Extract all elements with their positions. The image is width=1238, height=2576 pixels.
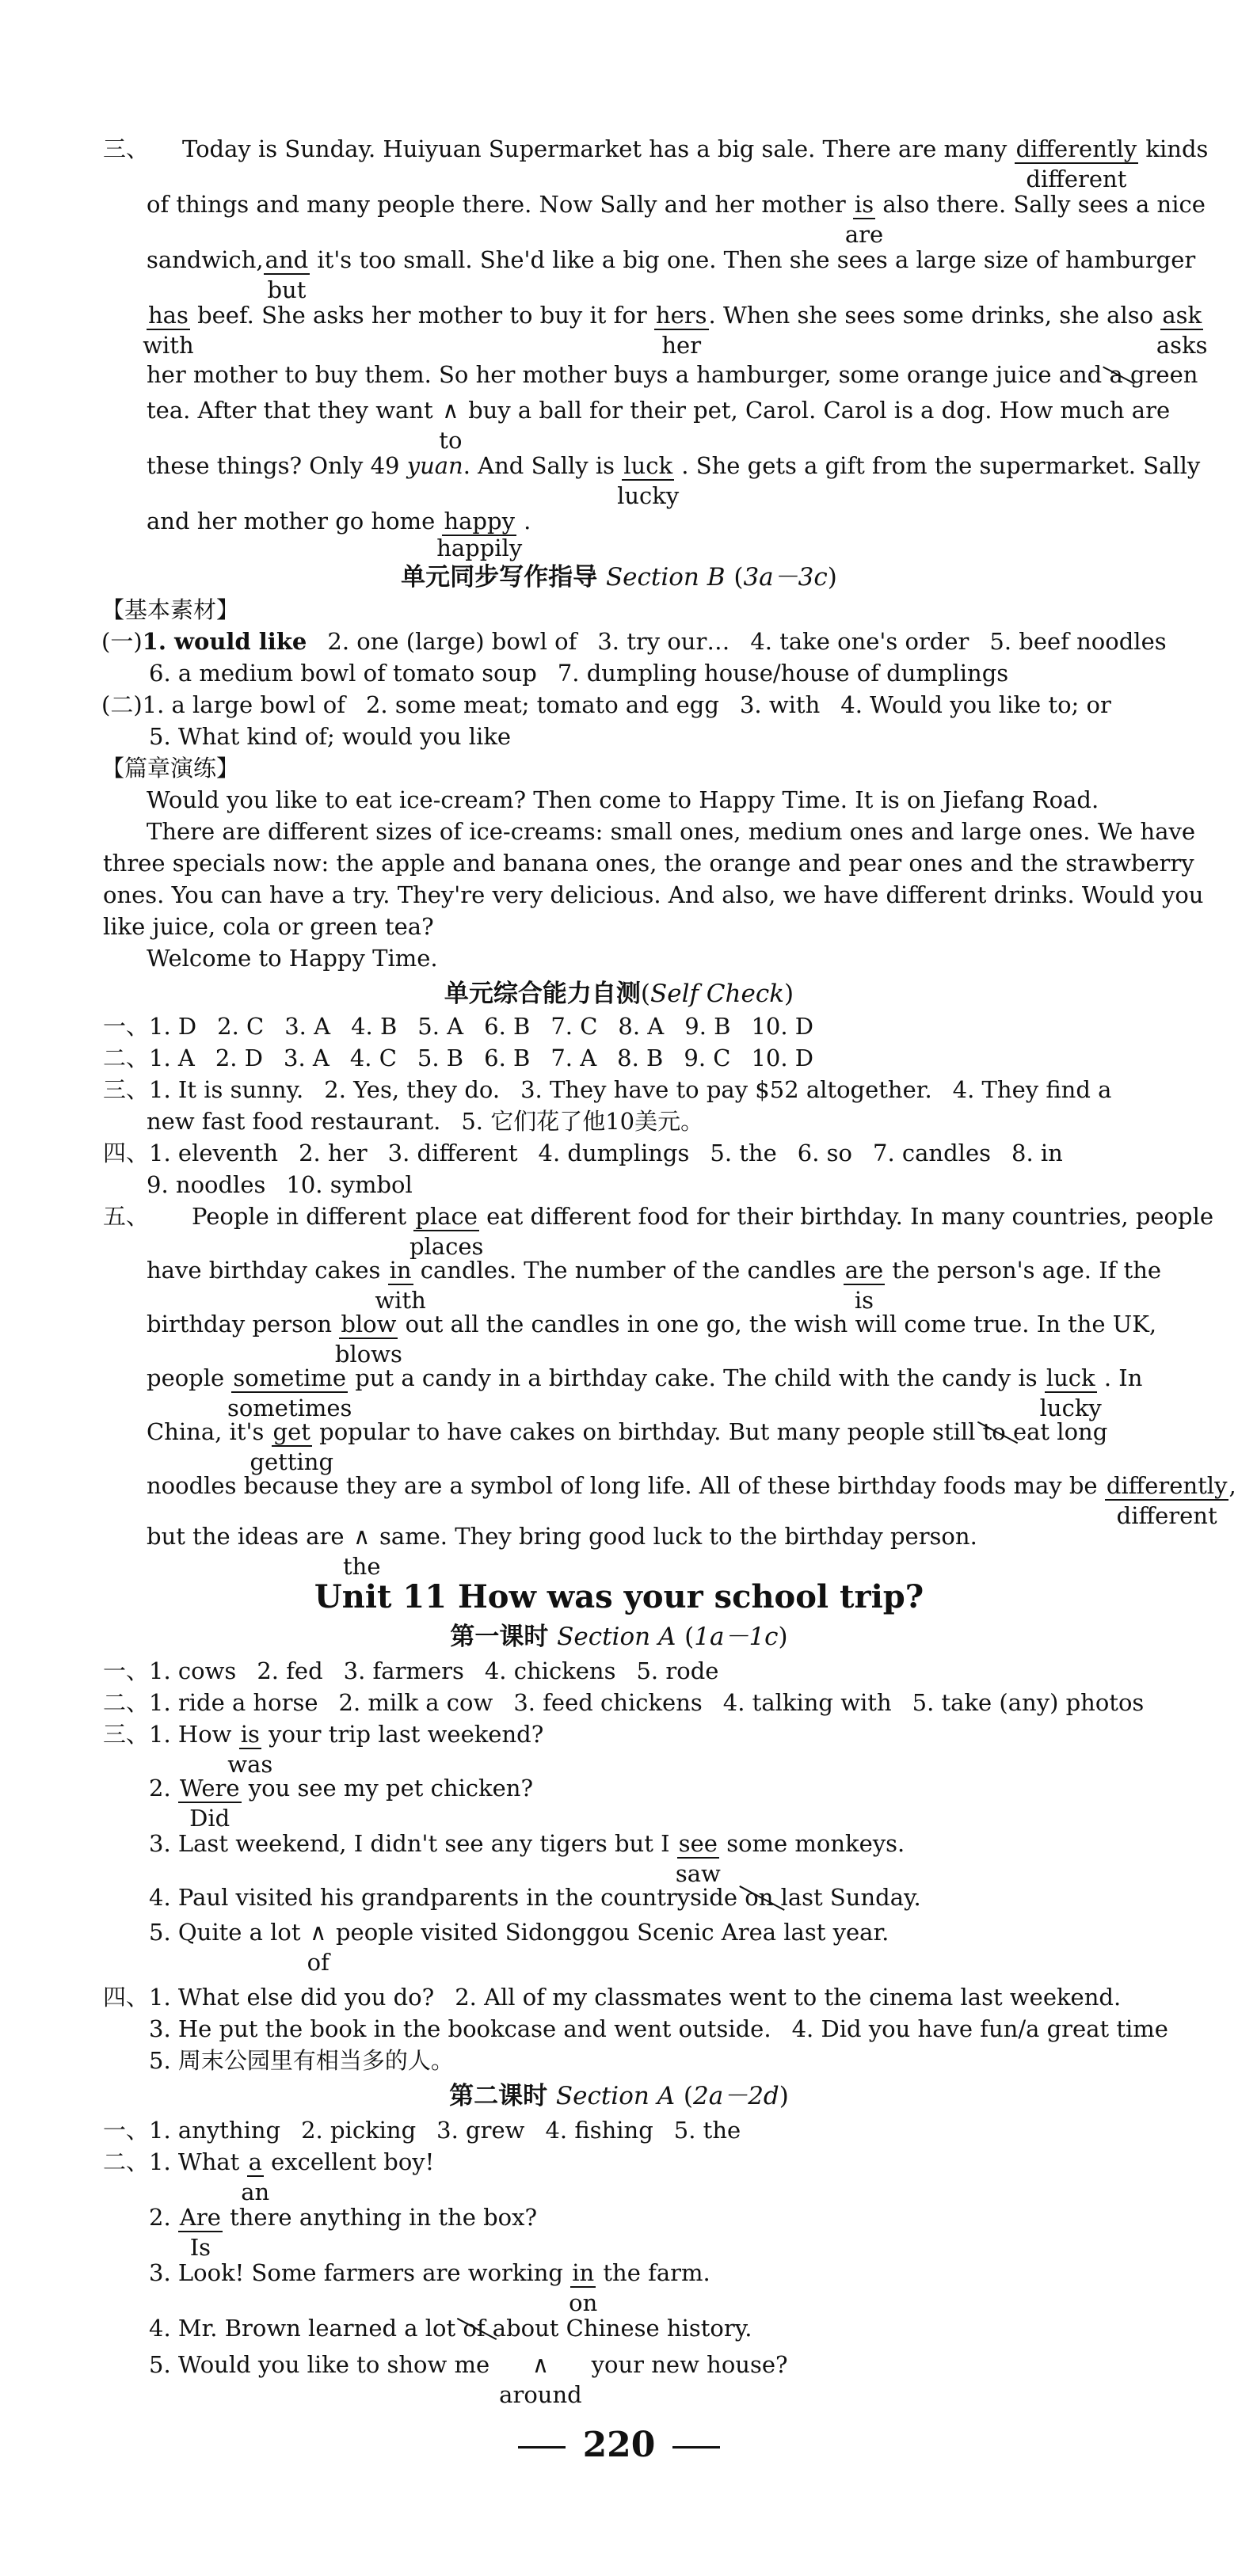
text-item: Were — [179, 1775, 240, 1802]
text-item: differently — [1106, 1472, 1228, 1499]
text-item: 10. D — [751, 1044, 814, 1071]
answer-row — [147, 1170, 1216, 1199]
insertion — [343, 1522, 381, 1580]
heading-text: 单元同步写作指导 — [401, 563, 598, 592]
passage-text: . In — [1103, 1364, 1143, 1391]
passage-text: popular to have cakes on birthday. But many people still — [319, 1418, 983, 1445]
text-item: 3. feed chickens — [513, 1689, 703, 1716]
answer-row — [149, 2314, 1218, 2342]
answer-row — [103, 1139, 1172, 1167]
wrong-word: has — [148, 302, 189, 329]
passage-text: these things? Only 49 — [147, 452, 407, 479]
passage-text: tea. After that they want — [147, 397, 440, 424]
answer-item: 1. would like — [142, 628, 307, 655]
answer-item: 4. take one's order — [750, 628, 969, 655]
inserted-word: to — [439, 427, 463, 454]
text-item: 4. Mr. Brown learned a lot — [149, 2315, 463, 2342]
correction — [569, 2258, 598, 2316]
correction — [375, 1256, 426, 1314]
text-item: an — [241, 2178, 270, 2205]
text-item: your trip last weekend? — [269, 1721, 544, 1748]
row-label: (一) — [101, 628, 143, 655]
text-item: some monkeys. — [726, 1830, 905, 1857]
essay-line: Welcome to Happy Time. — [147, 945, 438, 972]
text-item: new fast food restaurant. — [147, 1108, 441, 1135]
section-label: 【基本素材】 — [101, 596, 240, 623]
passage-text: also there. Sally sees a nice — [882, 191, 1206, 218]
passage-text: it's too small. She'd like a big one. Then she sees a large size of hamburger — [317, 246, 1196, 273]
passage-line — [147, 245, 1196, 303]
essay-line: ones. You can have a try. They're very delicious. And also, we have different drinks. Would you — [103, 881, 1204, 908]
deleted-word: to — [982, 1418, 1006, 1445]
answer-row — [101, 691, 1171, 719]
answer-item: 4. Would you like to; or — [840, 691, 1111, 718]
heading-range: 1a－1c — [694, 1623, 779, 1651]
text-item: 4. B — [351, 1013, 398, 1040]
wrong-word: and — [265, 246, 309, 273]
correction — [227, 1364, 352, 1421]
passage-text: beef. She asks her mother to buy it for — [197, 302, 654, 329]
text-item: 3. grew — [436, 2117, 525, 2144]
text-item: of — [307, 1949, 329, 1976]
text-item: 10. symbol — [286, 1171, 413, 1198]
text-item: 9. C — [684, 1044, 731, 1071]
text-item: there anything in the box? — [230, 2204, 538, 2231]
passage-line — [143, 301, 1208, 359]
passage-text: but the ideas are — [147, 1523, 352, 1550]
row-label: 三、 — [103, 1076, 150, 1103]
wrong-word: luck — [623, 452, 673, 479]
insert-mark — [440, 396, 461, 424]
text-item: 2. fed — [257, 1657, 323, 1684]
text-item: 4. talking with — [722, 1689, 892, 1716]
answer-row — [149, 2203, 1218, 2261]
passage-text: her mother to buy them. So her mother buys a hamburger, some orange juice and — [147, 361, 1110, 388]
passage-text: have birthday cakes — [147, 1257, 388, 1284]
text-item: is — [240, 1721, 260, 1748]
text-item: 3. Look! Some farmers are working — [149, 2259, 571, 2286]
text-item: you see my pet chicken? — [248, 1775, 534, 1802]
answer-row — [103, 1688, 1172, 1717]
deleted-word: of — [463, 2315, 486, 2342]
correction — [844, 190, 884, 248]
answer-item: 1. a large bowl of — [142, 691, 345, 718]
answer-item: 3. try our… — [597, 628, 730, 655]
text-item: 9. B — [684, 1013, 731, 1040]
correction — [250, 1417, 334, 1475]
text-item: blows — [334, 1341, 402, 1368]
passage-text: . When she sees some drinks, she also — [708, 302, 1161, 329]
text-item: 4. fishing — [545, 2117, 653, 2144]
correction — [654, 301, 709, 359]
text-item: 1. eleventh — [149, 1140, 279, 1166]
passage-line — [147, 1471, 1236, 1529]
answer-row — [149, 659, 1218, 687]
heading-text: 第一课时 — [450, 1623, 549, 1651]
correction — [178, 2203, 223, 2261]
answer-row — [103, 1657, 1172, 1685]
text-item: last Sunday. — [780, 1884, 921, 1911]
passage-text: people — [147, 1364, 232, 1391]
correction — [227, 1720, 273, 1778]
insertion — [439, 396, 463, 454]
essay-line: like juice, cola or green tea? — [103, 913, 434, 940]
passage-text: People in different — [192, 1203, 414, 1230]
answer-row — [101, 627, 1171, 656]
passage-text: eat different food for their birthday. In many countries, people — [486, 1203, 1214, 1230]
passage-line — [103, 135, 1209, 192]
text-item: the — [343, 1553, 381, 1580]
text-item: 5. Quite a lot — [149, 1919, 308, 1946]
wrong-word: hers — [655, 302, 707, 329]
text-item: 2. milk a cow — [338, 1689, 493, 1716]
row-label: 一、 — [103, 2117, 150, 2144]
answer-row — [103, 1044, 1172, 1072]
heading-section: Section A — [557, 1623, 676, 1651]
heading-text: 单元综合能力自测 — [444, 980, 641, 1008]
passage-text: green — [1129, 361, 1198, 388]
text-item: 3. They have to pay $52 altogether. — [520, 1076, 932, 1103]
corrected-word: with — [143, 332, 194, 359]
correction — [675, 1829, 721, 1887]
text-item: different — [1116, 1502, 1217, 1529]
text-item: 5. take (any) photos — [912, 1689, 1145, 1716]
correction — [241, 2148, 270, 2205]
correction — [409, 1202, 484, 1260]
text-item: 2. her — [299, 1140, 368, 1166]
text-item: 7. C — [550, 1013, 598, 1040]
passage-line — [147, 360, 1198, 389]
correction — [1015, 135, 1139, 192]
passage-text: candles. The number of the candles — [420, 1257, 844, 1284]
text-item: 5. A — [417, 1013, 464, 1040]
wrong-word: differently — [1015, 135, 1137, 162]
text-item: the farm. — [603, 2259, 710, 2286]
text-item: 5. B — [417, 1044, 464, 1071]
text-item: 10. D — [751, 1013, 814, 1040]
text-item: 2. D — [215, 1044, 263, 1071]
text-item: 4. Paul visited his grandparents in the countryside — [149, 1884, 745, 1911]
passage-text: eat long — [1012, 1418, 1108, 1445]
answer-row — [149, 2350, 1218, 2408]
correction — [436, 507, 523, 561]
text-item: excellent boy! — [271, 2148, 435, 2175]
text-item: is — [854, 1287, 874, 1314]
heading-range: 3a－3c — [743, 563, 828, 592]
text-item: 5. the — [673, 2117, 741, 2144]
heading-section: Section B — [605, 563, 726, 592]
passage-line — [147, 507, 1176, 561]
lesson2-heading: 第二课时 Section A (2a－2d) — [449, 2082, 789, 2110]
row-label: 二、 — [103, 1044, 150, 1071]
passage-text: put a candy in a birthday cake. The child with the candy is — [355, 1364, 1045, 1391]
text-item: 5. rode — [636, 1657, 719, 1684]
text-item: sometime — [233, 1364, 346, 1391]
row-label: (二) — [101, 691, 143, 718]
text-item: 1. ride a horse — [149, 1689, 318, 1716]
answer-item: 7. dumpling house/house of dumplings — [557, 660, 1009, 687]
corrected-word: her — [661, 332, 702, 359]
passage-line — [147, 1256, 1176, 1314]
passage-text: . She gets a gift from the supermarket. Sally — [681, 452, 1201, 479]
yuan-word: yuan — [406, 452, 463, 479]
text-item: 1. What else did you do? — [149, 1984, 435, 2011]
answer-row — [149, 1829, 1218, 1887]
text-item: 1. anything — [149, 2117, 281, 2144]
text-item: 4. chickens — [484, 1657, 616, 1684]
self-check-heading: 单元综合能力自测(Self Check) — [444, 980, 794, 1008]
text-item: around — [499, 2381, 582, 2408]
answer-item: 2. some meat; tomato and egg — [365, 691, 719, 718]
passage-text: of things and many people there. Now Sally and her mother — [147, 191, 853, 218]
passage-text: same. They bring good luck to the birthday person. — [379, 1523, 977, 1550]
text-item: lucky — [1039, 1395, 1102, 1421]
page-number — [0, 2423, 1238, 2467]
text-item: your new house? — [591, 2351, 788, 2378]
correction — [143, 301, 194, 359]
text-item: 8. B — [617, 1044, 664, 1071]
text-item: 6. B — [484, 1013, 531, 1040]
text-item: 2. — [149, 2204, 171, 2231]
correction — [1105, 1471, 1229, 1529]
page-number-text: 220 — [582, 2425, 656, 2465]
text-item: What — [177, 2148, 247, 2175]
row-label: 一、 — [103, 1657, 150, 1684]
text-item: place — [415, 1203, 478, 1230]
answer-item: 2. one (large) bowl of — [327, 628, 577, 655]
text-item: 2. — [149, 1775, 171, 1802]
insertion — [307, 1918, 329, 1976]
text-item: 3. farmers — [343, 1657, 464, 1684]
passage-line — [103, 1202, 1214, 1260]
deleted-word: a — [1109, 361, 1123, 388]
text-item: in — [572, 2259, 595, 2286]
text-item: saw — [675, 1860, 721, 1887]
text-item: in — [389, 1257, 412, 1284]
text-item: 4. They find a — [952, 1076, 1112, 1103]
wrong-word: ask — [1162, 302, 1202, 329]
text-item: people visited Sidonggou Scenic Area last year. — [335, 1919, 889, 1946]
text-item: Are — [179, 2204, 221, 2231]
correction — [334, 1310, 402, 1368]
passage-text: Today is Sunday. Huiyuan Supermarket has a big sale. There are many — [182, 135, 1015, 162]
text-item: about Chinese history. — [492, 2315, 752, 2342]
correction — [844, 1256, 885, 1314]
deleted-word: on — [745, 1884, 774, 1911]
text-item: 9. noodles — [147, 1171, 266, 1198]
essay-line: There are different sizes of ice-creams: small ones, medium ones and large ones. We have — [147, 818, 1196, 845]
text-item: 2. picking — [301, 2117, 417, 2144]
text-item: 1. — [149, 2148, 171, 2175]
heading-range: 2a－2d — [693, 2082, 779, 2110]
passage-text: , — [1228, 1472, 1236, 1499]
text-item: How — [177, 1721, 239, 1748]
answer-row — [149, 1774, 1218, 1832]
answer-row — [103, 2116, 1172, 2144]
text-item: sometimes — [227, 1395, 352, 1421]
section-label: 【篇章演练】 — [101, 755, 240, 782]
passage-text: birthday person — [147, 1311, 340, 1337]
unit-title: Unit 11 How was your school trip? — [314, 1578, 924, 1615]
passage-line — [147, 1522, 1176, 1580]
answer-item: 5. beef noodles — [989, 628, 1167, 655]
text-item: 2. C — [217, 1013, 265, 1040]
heading-text: 第二课时 — [449, 2082, 548, 2110]
heading-section: Section A — [555, 2082, 676, 2110]
row-label: 四、 — [103, 1984, 150, 2011]
corrected-word: are — [844, 221, 884, 248]
passage-text: China, it's — [147, 1418, 272, 1445]
passage-line — [147, 1364, 1176, 1421]
answer-row — [147, 1107, 1216, 1136]
text-item: 3. A — [284, 1013, 331, 1040]
text-item: luck — [1046, 1364, 1095, 1391]
correction — [617, 451, 680, 509]
essay-line: three specials now: the apple and banana ones, the orange and pear ones and the strawberry — [103, 850, 1194, 877]
answer-row — [103, 1012, 1172, 1041]
text-item: was — [227, 1751, 273, 1778]
correction — [1156, 301, 1208, 359]
text-item: see — [678, 1830, 718, 1857]
correction — [264, 245, 310, 303]
passage-text: sandwich, — [147, 246, 264, 273]
text-item: 2. Yes, they do. — [324, 1076, 501, 1103]
row-label: 三、 — [103, 1721, 150, 1748]
passage-line — [147, 190, 1206, 248]
text-item: 5. 它们花了他10美元。 — [461, 1108, 704, 1135]
passage-text: . — [524, 508, 531, 535]
answer-row — [103, 2148, 1172, 2205]
corrected-word: happily — [436, 535, 523, 561]
row-label: 二、 — [103, 1689, 150, 1716]
passage-text: noodles because they are a symbol of long life. All of these birthday foods may be — [147, 1472, 1105, 1499]
corrected-word: but — [267, 276, 307, 303]
writing-guide-heading: 单元同步写作指导 Section B (3a－3c) — [401, 563, 837, 592]
lesson1-heading: 第一课时 Section A (1a－1c) — [450, 1623, 788, 1651]
row-label: 一、 — [103, 1013, 150, 1040]
text-item: 3. A — [284, 1044, 329, 1071]
text-item: a — [248, 2148, 262, 2175]
passage-text: kinds — [1145, 135, 1209, 162]
insert-mark — [308, 1918, 329, 1946]
dash-right — [672, 2446, 720, 2449]
text-item: are — [844, 1257, 884, 1284]
corrected-word: lucky — [617, 482, 680, 509]
heading-subtitle: Self Check — [649, 980, 784, 1008]
answer-row — [149, 1918, 1218, 1976]
row-label: 二、 — [103, 2148, 150, 2175]
corrected-word: different — [1026, 166, 1127, 192]
passage-line — [147, 451, 1201, 509]
row-label: 四、 — [103, 1140, 150, 1166]
text-item: 5. Would you like to show me — [149, 2351, 497, 2378]
answer-row — [103, 1983, 1172, 2011]
passage-line — [147, 1417, 1176, 1475]
passage-line — [147, 1310, 1176, 1368]
answer-row — [149, 2015, 1218, 2043]
text-item: blow — [341, 1311, 397, 1337]
text-item: 5. the — [710, 1140, 777, 1166]
text-item: 6. so — [797, 1140, 853, 1166]
dash-left — [518, 2446, 566, 2449]
text-item: 6. B — [484, 1044, 531, 1071]
answer-row — [149, 1883, 1218, 1912]
corrected-word: asks — [1156, 332, 1208, 359]
passage-text: and her mother go home — [147, 508, 443, 535]
text-item: Did — [189, 1805, 230, 1832]
insert-mark — [497, 2350, 584, 2379]
text-item: get — [272, 1418, 310, 1445]
insert-mark — [352, 1522, 372, 1551]
answer-row — [103, 1075, 1172, 1104]
text-item: 7. candles — [873, 1140, 991, 1166]
passage-text: the person's age. If the — [892, 1257, 1162, 1284]
passage-text: out all the candles in one go, the wish will come true. In the UK, — [405, 1311, 1157, 1337]
text-item: places — [409, 1233, 484, 1260]
text-item: 3. He put the book in the bookcase and went outside. — [149, 2015, 771, 2042]
text-item: 8. A — [618, 1013, 665, 1040]
wrong-word: happy — [444, 508, 515, 535]
passage-text: . And Sally is — [463, 452, 623, 479]
text-item: 7. A — [550, 1044, 597, 1071]
answer-row — [149, 2258, 1218, 2316]
answer-item: 6. a medium bowl of tomato soup — [149, 660, 537, 687]
wrong-word: is — [854, 191, 874, 218]
text-item: getting — [250, 1448, 334, 1475]
answer-item: 5. What kind of; would you like — [149, 723, 512, 750]
text-item: 3. Last weekend, I didn't see any tigers but I — [149, 1830, 677, 1857]
text-item: 1. — [149, 1721, 171, 1748]
text-item: 3. different — [387, 1140, 518, 1166]
row-label: 五、 — [103, 1203, 150, 1230]
text-item: 4. C — [349, 1044, 397, 1071]
passage-text: buy a ball for their pet, Carol. Carol is a dog. How much are — [468, 397, 1171, 424]
insertion — [497, 2350, 584, 2408]
text-item: 1. D — [149, 1013, 197, 1040]
text-item: 4. Did you have fun/a great time — [791, 2015, 1168, 2042]
answer-item: 3. with — [739, 691, 821, 718]
text-item: 4. dumplings — [538, 1140, 690, 1166]
text-item: 1. cows — [149, 1657, 237, 1684]
text-item: Is — [189, 2234, 211, 2261]
passage-line — [147, 396, 1176, 454]
correction — [1039, 1364, 1102, 1421]
answer-row — [103, 1720, 1172, 1778]
text-item: 1. It is sunny. — [149, 1076, 304, 1103]
text-item: with — [375, 1287, 426, 1314]
answer-item: 5. 周末公园里有相当多的人。 — [149, 2047, 454, 2074]
text-item: on — [569, 2289, 598, 2316]
text-item: 8. in — [1011, 1140, 1063, 1166]
essay-line: Would you like to eat ice-cream? Then come to Happy Time. It is on Jiefang Road. — [147, 786, 1099, 813]
text-item: 1. A — [149, 1044, 195, 1071]
part-label: 三、 — [103, 135, 150, 162]
text-item: 2. All of my classmates went to the cinema last weekend. — [455, 1984, 1122, 2011]
correction — [178, 1774, 242, 1832]
